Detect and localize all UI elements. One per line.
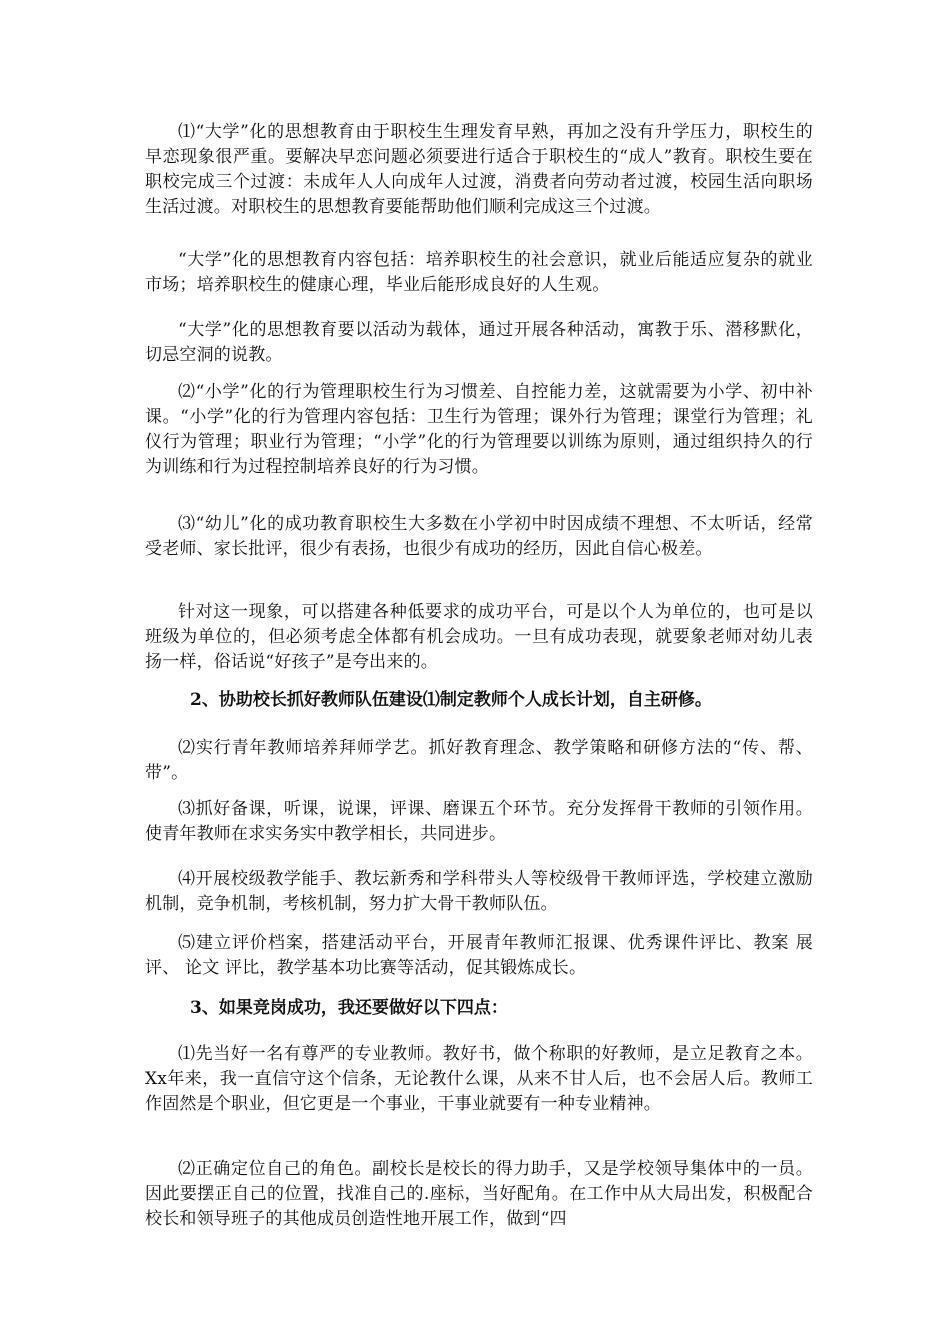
paragraph-education-content: “大学”化的思想教育内容包括：培养职校生的社会意识，就业后能适应复杂的就业市场；培养职校生的健康心理，毕业后能形成良好的人生观。: [145, 250, 813, 295]
paragraph-backbone-teachers: ⑷开展校级教学能手、教坛新秀和学科带头人等校级骨干教师评选，学校建立激励机制，竞争机制，考核机制，努力扩大骨干教师队伍。: [145, 869, 813, 914]
section-heading-teacher-team: 2、协助校长抓好教师队伍建设⑴制定教师个人成长计划，自主研修。: [190, 690, 712, 710]
paragraph-activity-carrier: “大学”化的思想教育要以活动为载体，通过开展各种活动，寓教于乐、潜移默化，切忌空洞的说教。: [145, 320, 813, 365]
paragraph-role-positioning: ⑵正确定位自己的角色。副校长是校长的得力助手，又是学校领导集体中的一员。因此要摆正自己的位置，找准自己的.座标，当好配角。在工作中从大局出发，积极配合校长和领导班子的其他成员创造性地开展工作，做到“四: [145, 1159, 813, 1229]
paragraph-kindergarten-success: ⑶“幼儿”化的成功教育职校生大多数在小学初中时因成绩不理想、不太听话，经常受老师、家长批评，很少有表扬，也很少有成功的经历，因此自信心极差。: [145, 514, 813, 559]
section-heading-four-points: 3、如果竞岗成功，我还要做好以下四点：: [190, 998, 508, 1018]
paragraph-mentorship: ⑵实行青年教师培养拜师学艺。抓好教育理念、教学策略和研修方法的“传、帮、带”。: [145, 738, 813, 783]
paragraph-lesson-steps: ⑶抓好备课，听课，说课，评课、磨课五个环节。充分发挥骨干教师的引领作用。使青年教师在求实务实中教学相长，共同进步。: [145, 799, 813, 844]
paragraph-primary-behavior: ⑵“小学”化的行为管理职校生行为习惯差、自控能力差，这就需要为小学、初中补课。“小学”化的行为管理内容包括：卫生行为管理；课外行为管理；课堂行为管理；礼仪行为管理；职业行为管理；“小学”化的行为管理要以训练为原则，通过组织持久的行为训练和行为过程控制培养良好的行为习惯。: [145, 382, 813, 477]
paragraph-professional-teacher: ⑴先当好一名有尊严的专业教师。教好书，做个称职的好教师，是立足教育之本。Xx年来，我一直信守这个信条，无论教什么课，从来不甘人后，也不会居人后。教师工作固然是个职业，但它更是一个事业，干事业就要有一种专业精神。: [145, 1044, 813, 1114]
paragraph-evaluation-archive: ⑸建立评价档案，搭建活动平台，开展青年教师汇报课、优秀课件评比、教案 展评、 论文 评比，教学基本功比赛等活动，促其锻炼成长。: [145, 933, 813, 978]
paragraph-university-education: ⑴“大学”化的思想教育由于职校生生理发育早熟，再加之没有升学压力，职校生的早恋现象很严重。要解决早恋问题必须要进行适合于职校生的“成人”教育。职校生要在职校完成三个过渡：未成年人人向成年人过渡，消费者向劳动者过渡，校园生活向职场生活过渡。对职校生的思想教育要能帮助他们顺利完成这三个过渡。: [145, 122, 813, 217]
paragraph-success-platform: 针对这一现象，可以搭建各种低要求的成功平台，可是以个人为单位的，也可是以班级为单位的，但必须考虑全体都有机会成功。一旦有成功表现，就要象老师对幼儿表扬一样，俗话说“好孩子”是夸出来的。: [145, 602, 813, 672]
